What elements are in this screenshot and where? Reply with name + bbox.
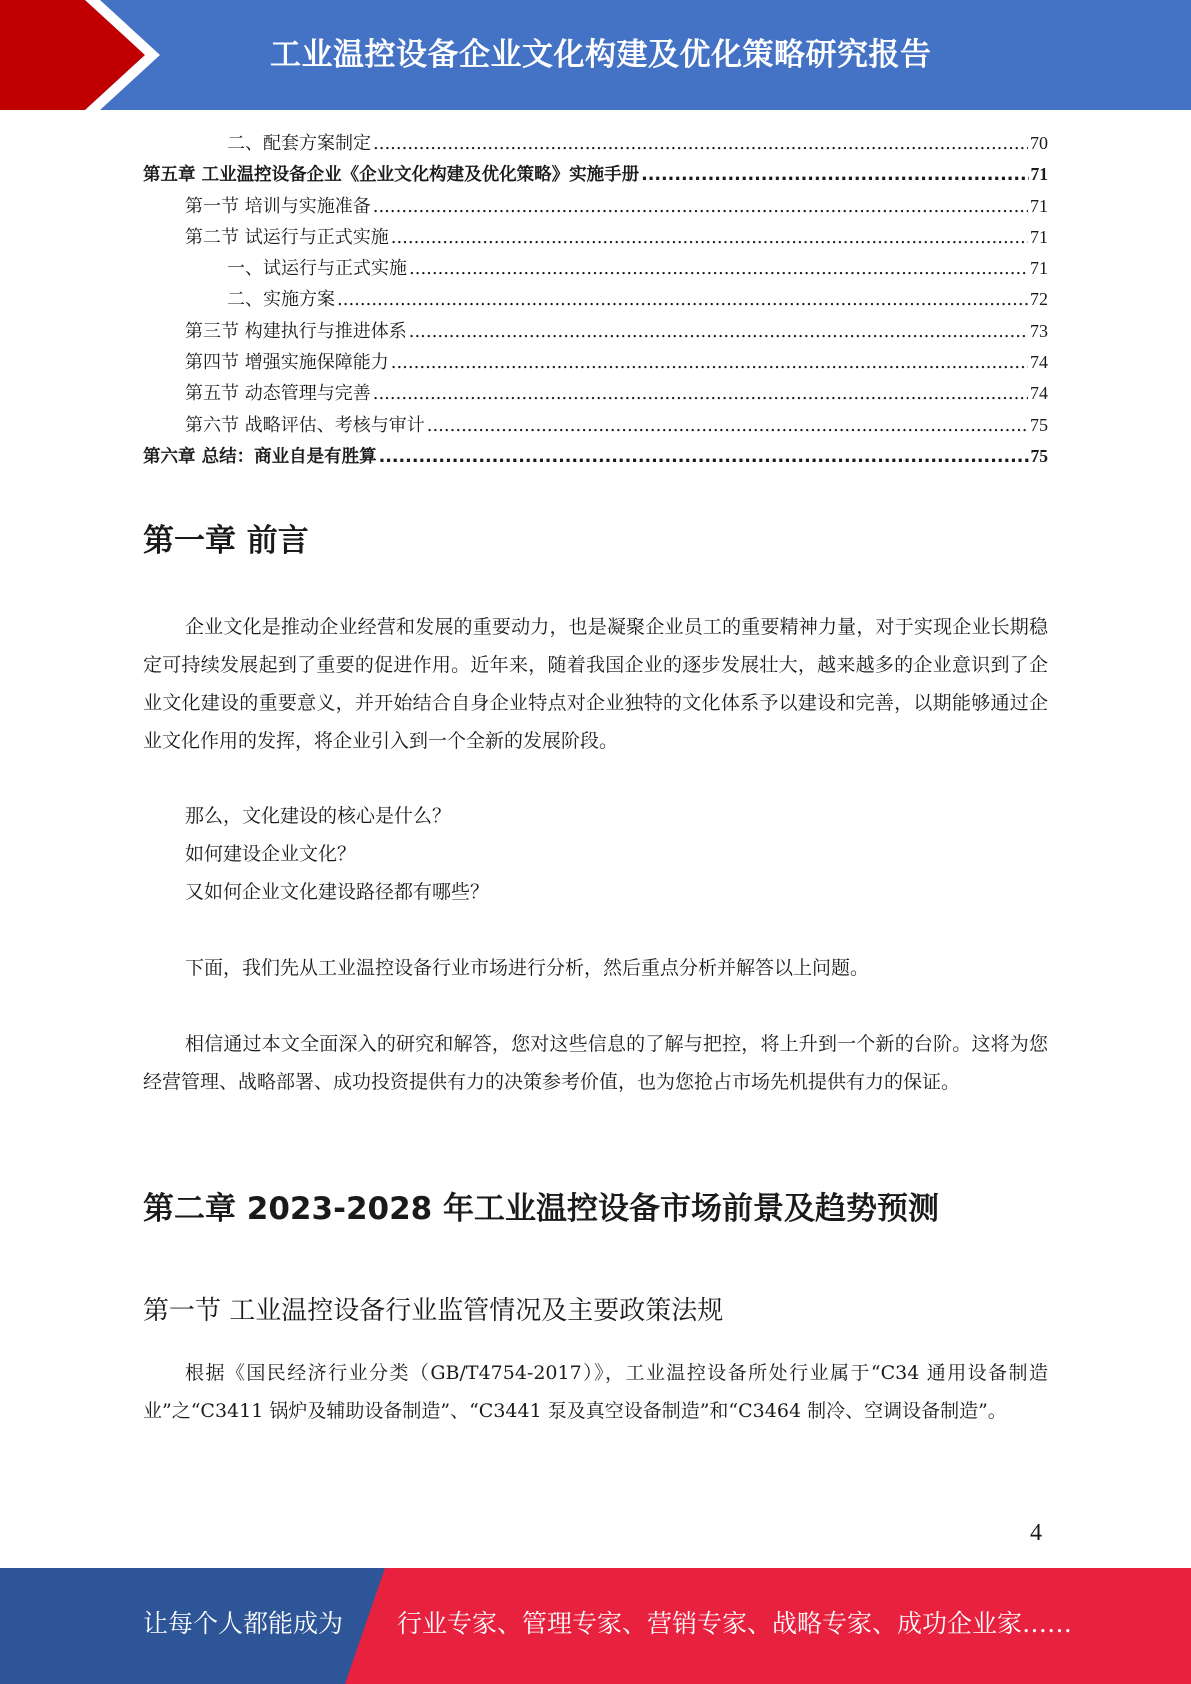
toc-entry[interactable] bbox=[143, 378, 1048, 409]
toc-dot-leader bbox=[641, 160, 1028, 190]
question-line-2: 如何建设企业文化？ bbox=[185, 843, 357, 865]
page-number: 4 bbox=[1030, 1520, 1042, 1546]
toc-entry-page: 71 bbox=[1030, 226, 1048, 247]
toc-entry-page: 70 bbox=[1030, 133, 1048, 153]
toc-entry-page: 71 bbox=[1030, 258, 1048, 279]
toc-entry[interactable] bbox=[143, 191, 1048, 222]
toc-entry-page: 71 bbox=[1030, 195, 1048, 216]
toc-entry-page: 74 bbox=[1030, 383, 1048, 404]
toc-entry-title: 第五节 动态管理与完善 bbox=[185, 383, 371, 405]
chapter1-paragraph-2: 下面，我们先从工业温控设备行业市场进行分析，然后重点分析并解答以上问题。 bbox=[185, 957, 870, 979]
toc-entry-page: 72 bbox=[1030, 289, 1048, 310]
chapter2-section1-title: 第一节 工业温控设备行业监管情况及主要政策法规 bbox=[143, 1296, 724, 1326]
page-footer bbox=[0, 1568, 1191, 1684]
toc-entry-title: 第六章 总结：商业自是有胜算 bbox=[143, 446, 377, 467]
toc-dot-leader bbox=[391, 347, 1028, 378]
chapter1-paragraph-3: 相信通过本文全面深入的研究和解答，您对这些信息的了解与把控，将上升到一个新的台阶。这将为您经营管理、战略部署、成功投资提供有力的决策参考价值，也为您抢占市场先机提供有力的保证。 bbox=[143, 1033, 1048, 1093]
toc-dot-leader bbox=[391, 222, 1028, 253]
toc-entry-page: 71 bbox=[1030, 164, 1048, 185]
toc-entry-page: 75 bbox=[1030, 414, 1048, 435]
toc-entry[interactable] bbox=[143, 284, 1048, 315]
toc-entry[interactable] bbox=[143, 316, 1048, 347]
toc-entry[interactable] bbox=[143, 253, 1048, 284]
page-header bbox=[0, 0, 1191, 110]
footer-slogan-left: 让每个人都能成为 bbox=[143, 1609, 344, 1638]
toc-entry-title: 第一节 培训与实施准备 bbox=[185, 195, 371, 217]
toc-entry-title: 第二节 试运行与正式实施 bbox=[185, 226, 389, 248]
chapter2-paragraph-1: 根据《国民经济行业分类（GB/T4754-2017）》，工业温控设备所处行业属于“C34 通用设备制造业”之“C3411 锅炉及辅助设备制造”、“C3441 泵及真空设备制造”和“C3464 制冷、空调设备制造”。 bbox=[143, 1362, 1048, 1422]
footer-slogan-right: 行业专家、管理专家、营销专家、战略专家、成功企业家…… bbox=[397, 1609, 1073, 1638]
toc-entry[interactable] bbox=[143, 222, 1048, 253]
toc-entry-title: 第六节 战略评估、考核与审计 bbox=[185, 414, 425, 436]
toc-dot-leader bbox=[409, 316, 1028, 347]
toc-entry-title: 第四节 增强实施保障能力 bbox=[185, 352, 389, 374]
toc-dot-leader bbox=[337, 284, 1028, 315]
toc-entry[interactable] bbox=[143, 441, 1048, 472]
chapter1-paragraph-1: 企业文化是推动企业经营和发展的重要动力，也是凝聚企业员工的重要精神力量，对于实现企业长期稳定可持续发展起到了重要的促进作用。近年来，随着我国企业的逐步发展壮大，越来越多的企业意识到了企业文化建设的重要意义，并开始结合自身企业特点对企业独特的文化体系予以建设和完善，以期能够通过企业文化作用的发挥，将企业引入到一个全新的发展阶段。 bbox=[143, 616, 1048, 752]
chapter2-title: 第二章 2023-2028 年工业温控设备市场前景及趋势预测 bbox=[143, 1191, 940, 1227]
chapter1-title: 第一章 前言 bbox=[143, 523, 309, 559]
toc-entry[interactable] bbox=[143, 128, 1048, 159]
toc-entry-title: 一、试运行与正式实施 bbox=[227, 258, 407, 280]
toc-dot-leader bbox=[409, 253, 1028, 284]
toc-entry-title: 二、实施方案 bbox=[227, 289, 335, 311]
toc-entry[interactable] bbox=[143, 347, 1048, 378]
toc-entry-page: 75 bbox=[1030, 445, 1048, 466]
toc-dot-leader bbox=[373, 191, 1028, 222]
toc-dot-leader bbox=[379, 442, 1029, 472]
question-line-1: 那么，文化建设的核心是什么？ bbox=[185, 805, 452, 827]
toc-entry-title: 第三节 构建执行与推进体系 bbox=[185, 320, 407, 342]
question-line-3: 又如何企业文化建设路径都有哪些？ bbox=[185, 881, 490, 903]
header-title: 工业温控设备企业文化构建及优化策略研究报告 bbox=[270, 37, 932, 73]
toc-entry-page: 73 bbox=[1030, 320, 1048, 341]
toc-dot-leader bbox=[427, 410, 1028, 441]
toc-dot-leader bbox=[373, 378, 1028, 409]
toc-entry[interactable] bbox=[143, 159, 1048, 190]
toc-entry-page: 74 bbox=[1030, 352, 1048, 373]
toc-entry[interactable] bbox=[143, 410, 1048, 441]
toc-entry-title: 二、配套方案制定 bbox=[227, 133, 371, 154]
toc-dot-leader bbox=[373, 128, 1028, 159]
table-of-contents bbox=[143, 128, 1048, 472]
toc-entry-title: 第五章 工业温控设备企业《企业文化构建及优化策略》实施手册 bbox=[143, 165, 640, 186]
